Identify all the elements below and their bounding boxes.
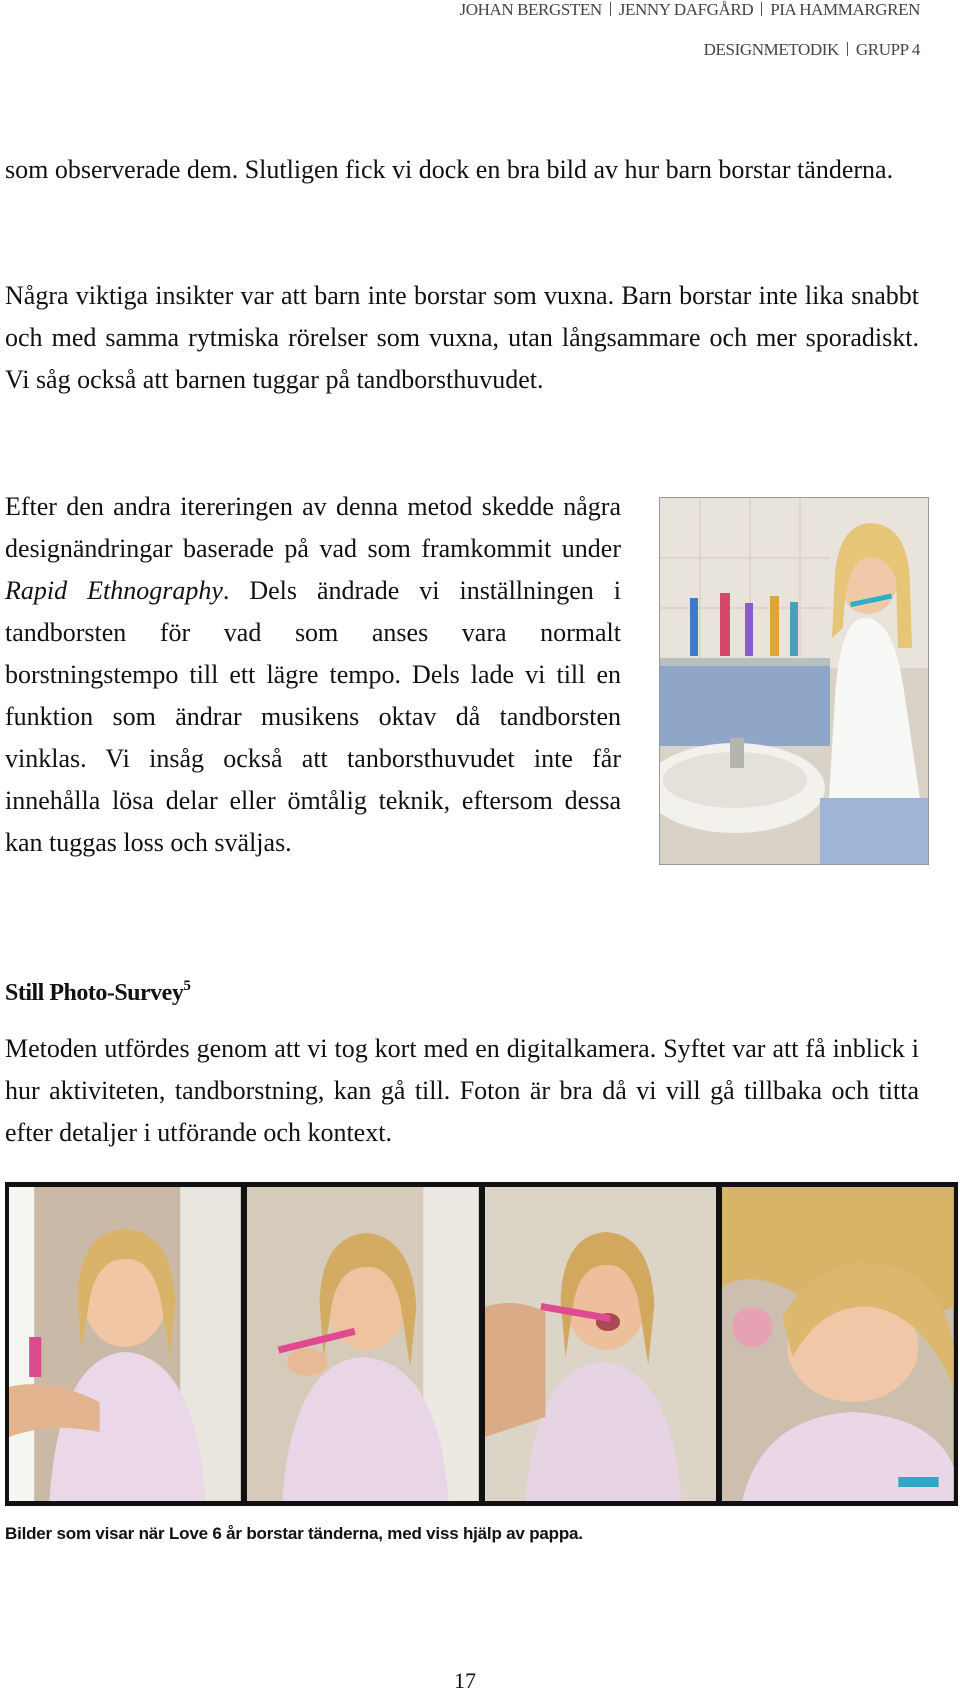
author-name: JENNY DAFGÅRD: [618, 0, 754, 19]
section-heading: [5, 978, 190, 1007]
course-name: DESIGNMETODIK: [703, 40, 839, 59]
page-number: 17: [454, 1668, 476, 1693]
photo-illustration: [247, 1187, 479, 1501]
figure-caption: Bilder som visar när Love 6 år borstar tänderna, med viss hjälp av pappa.: [5, 1524, 583, 1543]
photo-strip-image-1: [9, 1187, 241, 1501]
header-separator: [610, 2, 611, 16]
paragraph-method: Metoden utfördes genom att vi tog kort med en digitalkamera. Syftet var att få inblick i hur aktiviteten, tandborstning, kan gå till. Foton är bra då vi vill gå tillbaka och titta efter detaljer i utförande och kontext.: [5, 1034, 919, 1147]
method-name-italic: Rapid Ethnography: [5, 576, 223, 605]
author-name: JOHAN BERGSTEN: [459, 0, 602, 19]
running-header-course: [704, 40, 920, 60]
section-heading-text: Still Photo-Survey: [5, 980, 184, 1006]
photo-strip-image-3: [485, 1187, 717, 1501]
footnote-reference: 5: [183, 978, 191, 994]
paragraph-text: Efter den andra itereringen av denna metod skedde några designändringar baserade på vad som framkommit under: [5, 492, 621, 563]
photo-strip-image-4: [722, 1187, 954, 1501]
photo-illustration: [9, 1187, 241, 1501]
paragraph-design-changes: [5, 486, 621, 864]
header-separator: [847, 42, 848, 56]
photo-girl-brushing-teeth: [659, 497, 929, 865]
paragraph-continuation: som observerade dem. Slutligen fick vi dock en bra bild av hur barn borstar tänderna.: [5, 155, 894, 184]
photo-illustration: [485, 1187, 717, 1501]
photo-strip-image-2: [247, 1187, 479, 1501]
photo-illustration: [722, 1187, 954, 1501]
photo-strip: [5, 1182, 958, 1506]
paragraph-insights: Några viktiga insikter var att barn inte borstar som vuxna. Barn borstar inte lika snabbt och med samma rytmiska rörelser som vuxna, utan långsammare och mer sporadiskt. Vi såg också att barnen tuggar på tandborsthuvudet.: [5, 281, 919, 394]
paragraph-text: . Dels ändrade vi inställningen i tandborsten för vad som anses vara normalt borstningstempo till ett lägre tempo. Dels lade vi till en funktion som ändrar musikens oktav då tandborsten vinklas. Vi insåg också att tanborsthuvudet inte får innehålla lösa delar eller ömtålig teknik, eftersom dessa kan tuggas loss och sväljas.: [5, 576, 621, 857]
photo-illustration: [660, 498, 929, 865]
author-name: PIA HAMMARGREN: [770, 0, 920, 19]
running-header-authors: [460, 0, 920, 20]
header-separator: [761, 2, 762, 16]
group-name: GRUPP 4: [855, 40, 920, 59]
